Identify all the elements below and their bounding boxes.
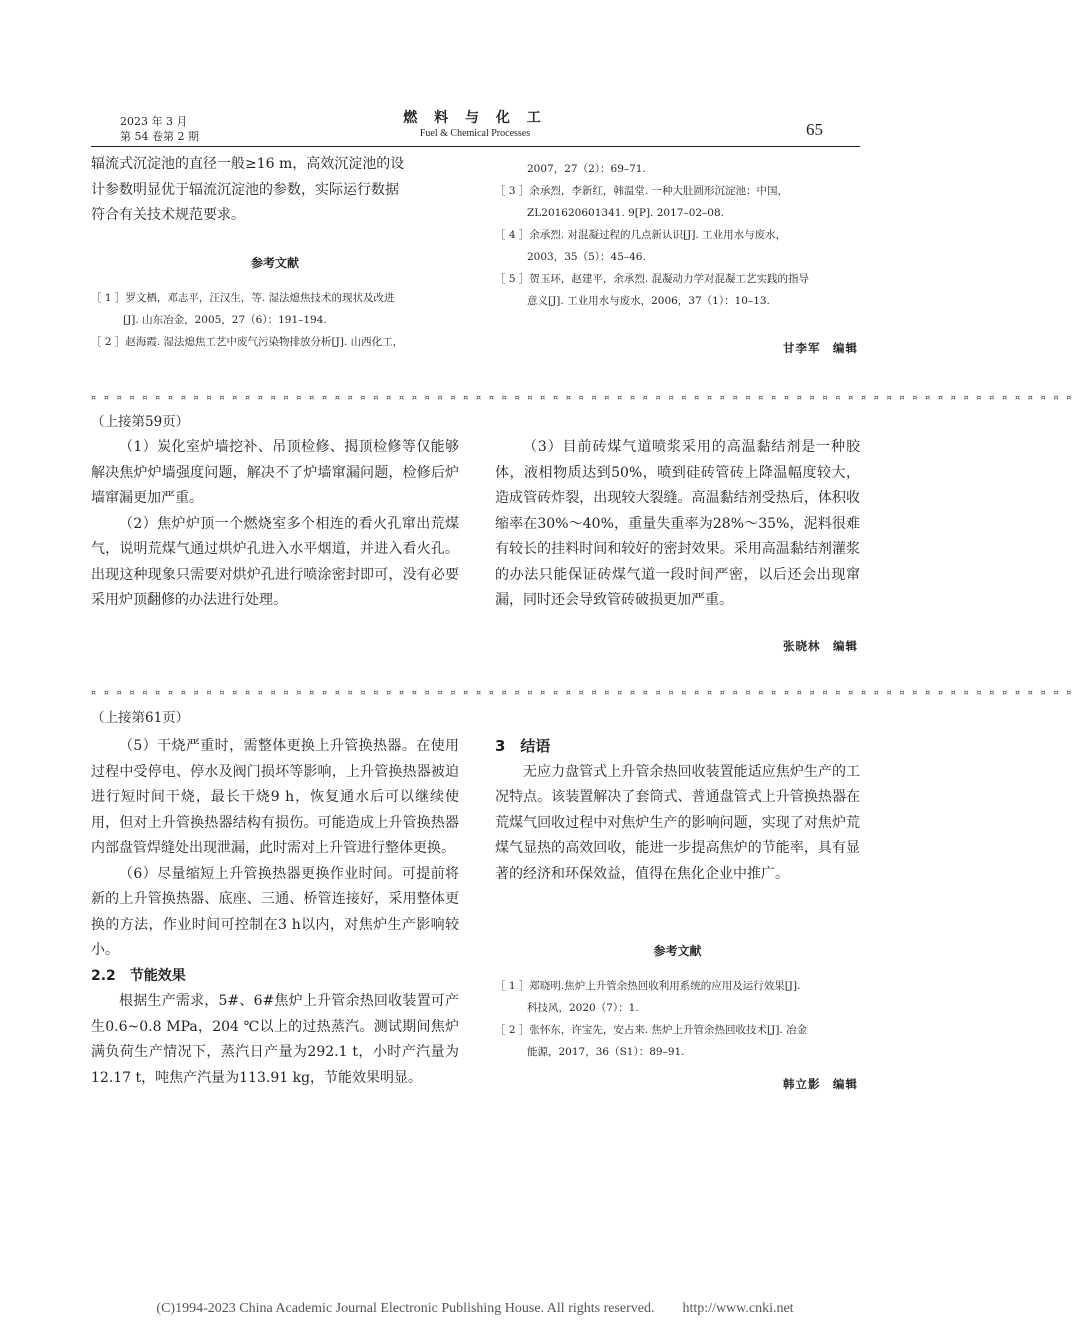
text-line: 辐流式沉淀池的直径一般≥16 m，高效沉淀池的设 bbox=[91, 156, 405, 172]
body-paragraph: （2）焦炉炉顶一个燃烧室多个相连的看火孔窜出荒煤气，说明荒煤气通过烘炉孔进入水平烟道，并进入看火孔。出现这种现象只需要对烘炉孔进行喷涂密封即可，没有必要采用炉顶翻修的办法进行处理。 bbox=[91, 515, 459, 608]
middle-left-column bbox=[91, 435, 459, 614]
reference-label: ［ 1 ］ bbox=[495, 980, 530, 992]
reference-list-top-left bbox=[91, 287, 459, 353]
journal-title-block bbox=[330, 109, 620, 141]
reference-continuation: 科技风，2020（7）：1. bbox=[527, 1002, 639, 1014]
reference-text: 罗文栖，邓志平，汪汉生，等. 湿法熄焦技术的现状及改进 bbox=[125, 292, 395, 304]
reference-text: 余承烈. 对混凝过程的几点新认识[J]. 工业用水与废水， bbox=[529, 229, 787, 241]
section-heading: 3 结语 bbox=[495, 737, 551, 755]
body-paragraph: 根据生产需求，5#、6#焦炉上升管余热回收装置可产生0.6~0.8 MPa，204 ℃以上的过热蒸汽。测试期间焦炉满负荷生产情况下，蒸汽日产量为292.1 t，小时产汽量为12.17 t，吨焦产汽量为113.91 kg，节能效果明显。 bbox=[91, 993, 459, 1086]
reference-text: 张怀东，许宝先，安占来. 焦炉上升管余热回收技术[J]. 冶金 bbox=[529, 1024, 808, 1036]
issue-date: 2023 年 3 月 bbox=[120, 115, 188, 128]
reference-text: 余承烈，李新红，韩温堂. 一种大肚圆形沉淀池：中国， bbox=[529, 185, 789, 197]
bottom-left-column bbox=[91, 734, 459, 1091]
journal-title-en: Fuel & Chemical Processes bbox=[419, 128, 531, 139]
reference-item bbox=[495, 1019, 860, 1041]
journal-title-cn: 燃 料 与 化 工 bbox=[403, 110, 547, 126]
body-paragraph: 无应力盘管式上升管余热回收装置能适应焦炉生产的工况特点。该装置解决了套筒式、普通盘管式上升管换热器在荒煤气回收过程中对焦炉生产的影响问题，实现了对焦炉荒煤气显热的高效回收，能进一步提高焦炉的节能率，具有显著的经济和环保效益，值得在焦化企业中推广。 bbox=[495, 763, 860, 882]
reference-label: ［ 2 ］ bbox=[91, 336, 126, 348]
section-divider: ¤ ¤ ¤ ¤ ¤ ¤ ¤ ¤ ¤ ¤ ¤ ¤ ¤ ¤ ¤ ¤ ¤ ¤ ¤ ¤ ¤ ¤ ¤ ¤ ¤ ¤ ¤ ¤ ¤ ¤ ¤ ¤ ¤ ¤ ¤ ¤ ¤ ¤ ¤ ¤ ¤ ¤ ¤ ¤ ¤ ¤ ¤ ¤ ¤ ¤ ¤ ¤ ¤ ¤ ¤ ¤ ¤ ¤ ¤ ¤ ¤ ¤ ¤ ¤ ¤ ¤ ¤ ¤ ¤ ¤ ¤ ¤ ¤ ¤ ¤ ¤ ¤ bbox=[91, 393, 1074, 402]
reference-continuation: [J]. 山东冶金，2005，27（6）：191–194. bbox=[123, 314, 327, 326]
body-paragraph: （5）干烧严重时，需整体更换上升管换热器。在使用过程中受停电、停水及阀门损坏等影响，上升管换热器被迫进行短时间干烧，最长干烧9 h，恢复通水后可以继续使用，但对上升管换热器结构有损伤。可能造成上升管换热器内部盘管焊缝处出现泄漏，此时需对上升管进行整体更换。 bbox=[91, 738, 459, 856]
reference-label: ［ 5 ］ bbox=[495, 273, 530, 285]
reference-text: 赵海霞. 湿法熄焦工艺中废气污染物排放分析[J]. 山西化工， bbox=[125, 336, 404, 348]
reference-item bbox=[495, 975, 860, 997]
reference-item bbox=[495, 268, 860, 290]
reference-item bbox=[91, 331, 459, 353]
copyright-footer: (C)1994-2023 China Academic Journal Electronic Publishing House. All rights reserved. http://www.cnki.net bbox=[156, 1301, 794, 1316]
bottom-right-column bbox=[495, 734, 860, 887]
continued-note: （上接第59页） bbox=[91, 414, 190, 430]
editor-credit: 韩立影 编辑 bbox=[783, 1077, 858, 1091]
editor-credit: 甘李军 编辑 bbox=[783, 341, 858, 355]
editor-credit: 张晓林 编辑 bbox=[783, 639, 858, 653]
body-paragraph: （3）目前砖煤气道喷浆采用的高温黏结剂是一种胶体，液相物质达到50%，喷到硅砖管砖上降温幅度较大，造成管砖炸裂，出现较大裂缝。高温黏结剂受热后，体积收缩率在30%～40%，重量失重率为28%～35%，泥料很难有较长的挂料时间和较好的密封效果。采用高温黏结剂灌浆的办法只能保证砖煤气道一段时间严密，以后还会出现窜漏，同时还会导致管砖破损更加严重。 bbox=[495, 439, 860, 608]
reference-list-bottom bbox=[495, 975, 860, 1063]
page-number: 65 bbox=[806, 120, 823, 139]
continued-note: （上接第61页） bbox=[91, 710, 190, 726]
body-paragraph: （1）炭化室炉墙挖补、吊顶检修、揭顶检修等仅能够解决焦炉炉墙强度问题，解决不了炉墙窜漏问题，检修后炉墙窜漏更加严重。 bbox=[91, 439, 459, 506]
references-title: 参考文献 bbox=[653, 944, 702, 958]
reference-continuation: 2003，35（5）：45–46. bbox=[527, 251, 646, 263]
body-paragraph: （6）尽量缩短上升管换热器更换作业时间。可提前将新的上升管换热器、底座、三通、桥管连接好，采用整体更换的方法，作业时间可控制在3 h以内，对焦炉生产影响较小。 bbox=[91, 865, 459, 958]
issue-info bbox=[120, 114, 199, 144]
reference-label: ［ 2 ］ bbox=[495, 1024, 530, 1036]
middle-right-column bbox=[495, 435, 860, 614]
text-line: 符合有关技术规范要求。 bbox=[91, 207, 245, 223]
reference-item bbox=[91, 287, 459, 309]
reference-continuation: 能源，2017，36（S1）：89–91. bbox=[527, 1046, 685, 1058]
section-divider: ¤ ¤ ¤ ¤ ¤ ¤ ¤ ¤ ¤ ¤ ¤ ¤ ¤ ¤ ¤ ¤ ¤ ¤ ¤ ¤ ¤ ¤ ¤ ¤ ¤ ¤ ¤ ¤ ¤ ¤ ¤ ¤ ¤ ¤ ¤ ¤ ¤ ¤ ¤ ¤ ¤ ¤ ¤ ¤ ¤ ¤ ¤ ¤ ¤ ¤ ¤ ¤ ¤ ¤ ¤ ¤ ¤ ¤ ¤ ¤ ¤ ¤ ¤ ¤ ¤ ¤ ¤ ¤ ¤ ¤ ¤ ¤ ¤ ¤ ¤ ¤ ¤ bbox=[91, 688, 1074, 697]
top-left-column bbox=[91, 152, 459, 229]
reference-label: ［ 3 ］ bbox=[495, 185, 530, 197]
references-title: 参考文献 bbox=[250, 256, 299, 270]
reference-continuation: ZL201620601341. 9[P]. 2017–02–08. bbox=[527, 207, 725, 219]
reference-text: 贺玉环，赵建平，余承烈. 混凝动力学对混凝工艺实践的指导 bbox=[529, 273, 810, 285]
reference-continuation: 2007，27（2）：69–71. bbox=[527, 163, 646, 175]
issue-volume: 第 54 卷第 2 期 bbox=[120, 130, 199, 143]
reference-list-top-right bbox=[495, 158, 860, 312]
header-rule bbox=[91, 146, 860, 147]
reference-label: ［ 4 ］ bbox=[495, 229, 530, 241]
reference-continuation: 意义[J]. 工业用水与废水，2006，37（1）：10–13. bbox=[527, 295, 770, 307]
reference-item bbox=[495, 224, 860, 246]
reference-item bbox=[495, 180, 860, 202]
text-line: 计参数明显优于辐流沉淀池的参数，实际运行数据 bbox=[91, 181, 399, 198]
reference-label: ［ 1 ］ bbox=[91, 292, 126, 304]
subsection-heading: 2.2 节能效果 bbox=[91, 967, 186, 984]
reference-text: 郑晓明.焦炉上升管余热回收利用系统的应用及运行效果[J]. bbox=[529, 980, 801, 992]
